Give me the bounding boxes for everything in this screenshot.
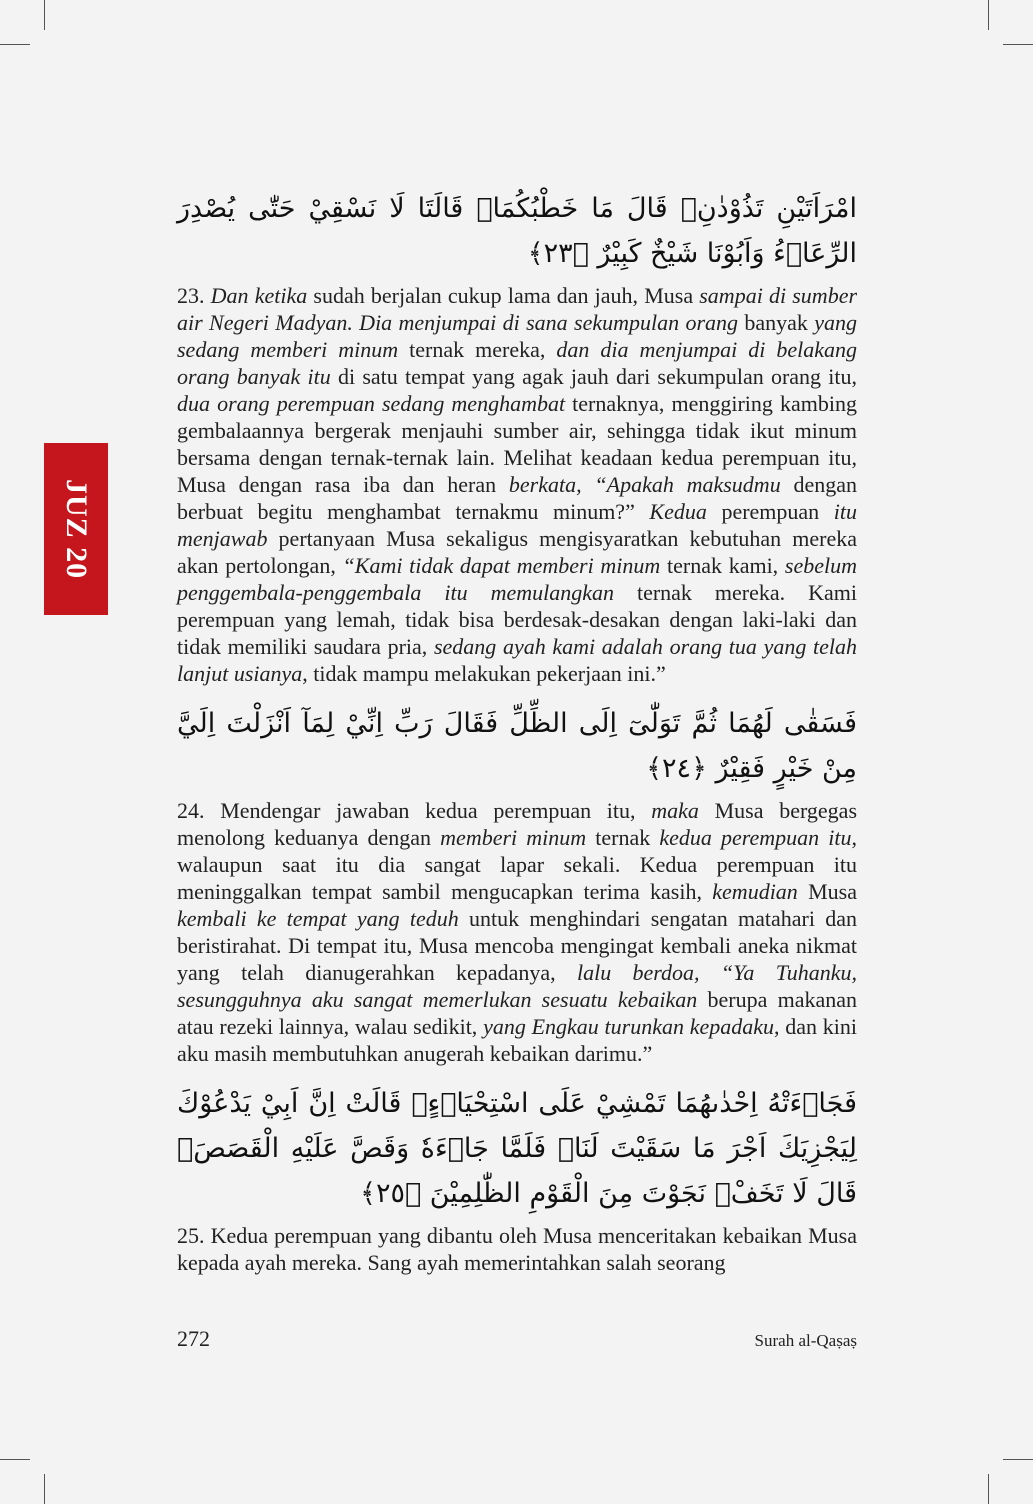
- surah-name: Surah al-Qaṣaṣ: [754, 1331, 857, 1350]
- arabic-verse-25: فَجَاۤءَتْهُ اِحْدٰىهُمَا تَمْشِيْ عَلَى اسْتِحْيَاۤءٍۖ قَالَتْ اِنَّ اَبِيْ يَدْعُوْكَ لِيَجْزِيَكَ اَجْرَ مَا سَقَيْتَ لَنَاۗ فَلَمَّا جَاۤءَهٗ وَقَصَّ عَلَيْهِ الْقَصَصَۙ قَالَ لَا تَخَفْۗ نَجَوْتَ مِنَ الْقَوْمِ الظّٰلِمِيْنَ ﴿٢٥﴾: [177, 1088, 857, 1209]
- crop-mark: [988, 1474, 989, 1504]
- italic-text-segment: Dan ketika: [210, 283, 308, 308]
- arabic-verse-23: امْرَاَتَيْنِ تَذُوْدٰنِۚ قَالَ مَا خَطْبُكُمَاۗ قَالَتَا لَا نَسْقِيْ حَتّٰى يُصْدِرَ الرِّعَاۤءُ وَاَبُوْنَا شَيْخٌ كَبِيْرٌ ﴿٢٣﴾: [177, 193, 857, 269]
- arabic-verse-24: فَسَقٰى لَهُمَا ثُمَّ تَوَلّٰىٓ اِلَى الظِّلِّ فَقَالَ رَبِّ اِنِّيْ لِمَآ اَنْزَلْتَ اِلَيَّ مِنْ خَيْرٍ فَقِيْرٌ ﴿٢٤﴾: [177, 708, 857, 784]
- text-segment: untuk menghindari sengatan matahari dan beristirahat. Di tempat itu, Musa mencoba mengingat kembali aneka nikmat yang telah dianugerahkan kepadanya,: [177, 906, 857, 985]
- text-segment: ternak: [586, 825, 660, 850]
- crop-mark: [0, 44, 30, 45]
- text-segment: ternak mereka. Kami perempuan yang lemah, tidak bisa berdesak-desakan dengan laki-laki dan tidak memiliki saudara pria,: [177, 580, 857, 659]
- italic-text-segment: sampai di sumber air Negeri Madyan. Dia menjumpai di sana sekumpulan orang: [177, 283, 858, 335]
- italic-text-segment: itu menjawab: [177, 499, 857, 551]
- italic-text-segment: dua orang perempuan sedang menghambat: [177, 391, 566, 416]
- text-segment: sudah berjalan cukup lama dan jauh, Musa: [307, 283, 700, 308]
- text-segment: perempuan: [706, 499, 834, 524]
- italic-text-segment: yang Engkau turunkan kepadaku: [483, 1014, 775, 1039]
- crop-mark: [44, 0, 45, 30]
- crop-mark: [1003, 1459, 1033, 1460]
- text-segment: , tidak mampu melakukan pekerjaan ini.”: [302, 661, 666, 686]
- text-segment: pertanyaan Musa sekaligus mengisyaratkan kebutuhan mereka akan pertolongan,: [177, 526, 857, 578]
- text-segment: ternaknya, menggiring kambing gembalaannya bergerak menjauhi sumber air, sehingga tidak ikut minum bersama dengan ternak-ternak lain. Melihat keadaan kedua perempuan itu, Musa dengan rasa iba dan heran: [177, 391, 858, 497]
- crop-mark: [1003, 44, 1033, 45]
- italic-text-segment: maka: [651, 798, 699, 823]
- juz-side-tab: [44, 443, 108, 615]
- italic-text-segment: memberi minum: [440, 825, 587, 850]
- italic-text-segment: “Kami tidak dapat memberi minum: [342, 553, 661, 578]
- text-segment: , walaupun saat itu dia sangat lapar sekali. Kedua perempuan itu meninggalkan tempat sambil mengucapkan terima kasih,: [177, 825, 858, 904]
- italic-text-segment: kedua perempuan itu: [659, 825, 852, 850]
- page-footer: [177, 1326, 857, 1352]
- crop-mark: [44, 1474, 45, 1504]
- text-segment: ternak kami,: [660, 553, 785, 578]
- text-segment: 23.: [177, 283, 211, 308]
- page-number: 272: [177, 1326, 210, 1351]
- text-segment: ternak mereka,: [398, 337, 557, 362]
- text-segment: 25. Kedua perempuan yang dibantu oleh Musa menceritakan kebaikan Musa kepada ayah mereka. Sang ayah memerintahkan salah seorang: [177, 1223, 857, 1275]
- text-segment: Musa: [797, 879, 858, 904]
- translation-verse-23: [177, 282, 857, 687]
- italic-text-segment: sedang ayah kami adalah orang tua yang telah lanjut usianya: [177, 634, 857, 686]
- italic-text-segment: lalu berdoa, “Ya Tuhanku, sesungguhnya aku sangat memerlukan sesuatu kebaikan: [177, 960, 857, 1012]
- italic-text-segment: dan dia menjumpai di belakang orang banyak itu: [177, 337, 857, 389]
- text-segment: banyak: [738, 310, 815, 335]
- text-segment: dengan berbuat begitu menghambat ternakmu minum?”: [177, 472, 857, 524]
- text-segment: 24. Mendengar jawaban kedua perempuan itu,: [177, 798, 652, 823]
- crop-mark: [0, 1459, 30, 1460]
- text-segment: Musa bergegas menolong keduanya dengan: [177, 798, 858, 850]
- page-content: [177, 186, 857, 1472]
- crop-mark: [988, 0, 989, 30]
- italic-text-segment: sebelum penggembala-penggembala itu memulangkan: [177, 553, 857, 605]
- italic-text-segment: Kedua: [649, 499, 707, 524]
- text-segment: di satu tempat yang agak jauh dari sekumpulan orang itu,: [330, 364, 857, 389]
- text-segment: , dan kini aku masih membutuhkan anugerah kebaikan darimu.”: [177, 1014, 857, 1066]
- translation-verse-24: [177, 797, 857, 1067]
- text-segment: berupa makanan atau rezeki lainnya, walau sedikit,: [177, 987, 857, 1039]
- italic-text-segment: kemudian: [712, 879, 798, 904]
- italic-text-segment: berkata, “Apakah maksudmu: [508, 472, 781, 497]
- translation-verse-25: [177, 1222, 857, 1276]
- juz-label: JUZ 20: [60, 478, 93, 580]
- italic-text-segment: kembali ke tempat yang teduh: [177, 906, 459, 931]
- italic-text-segment: yang sedang memberi minum: [177, 310, 858, 362]
